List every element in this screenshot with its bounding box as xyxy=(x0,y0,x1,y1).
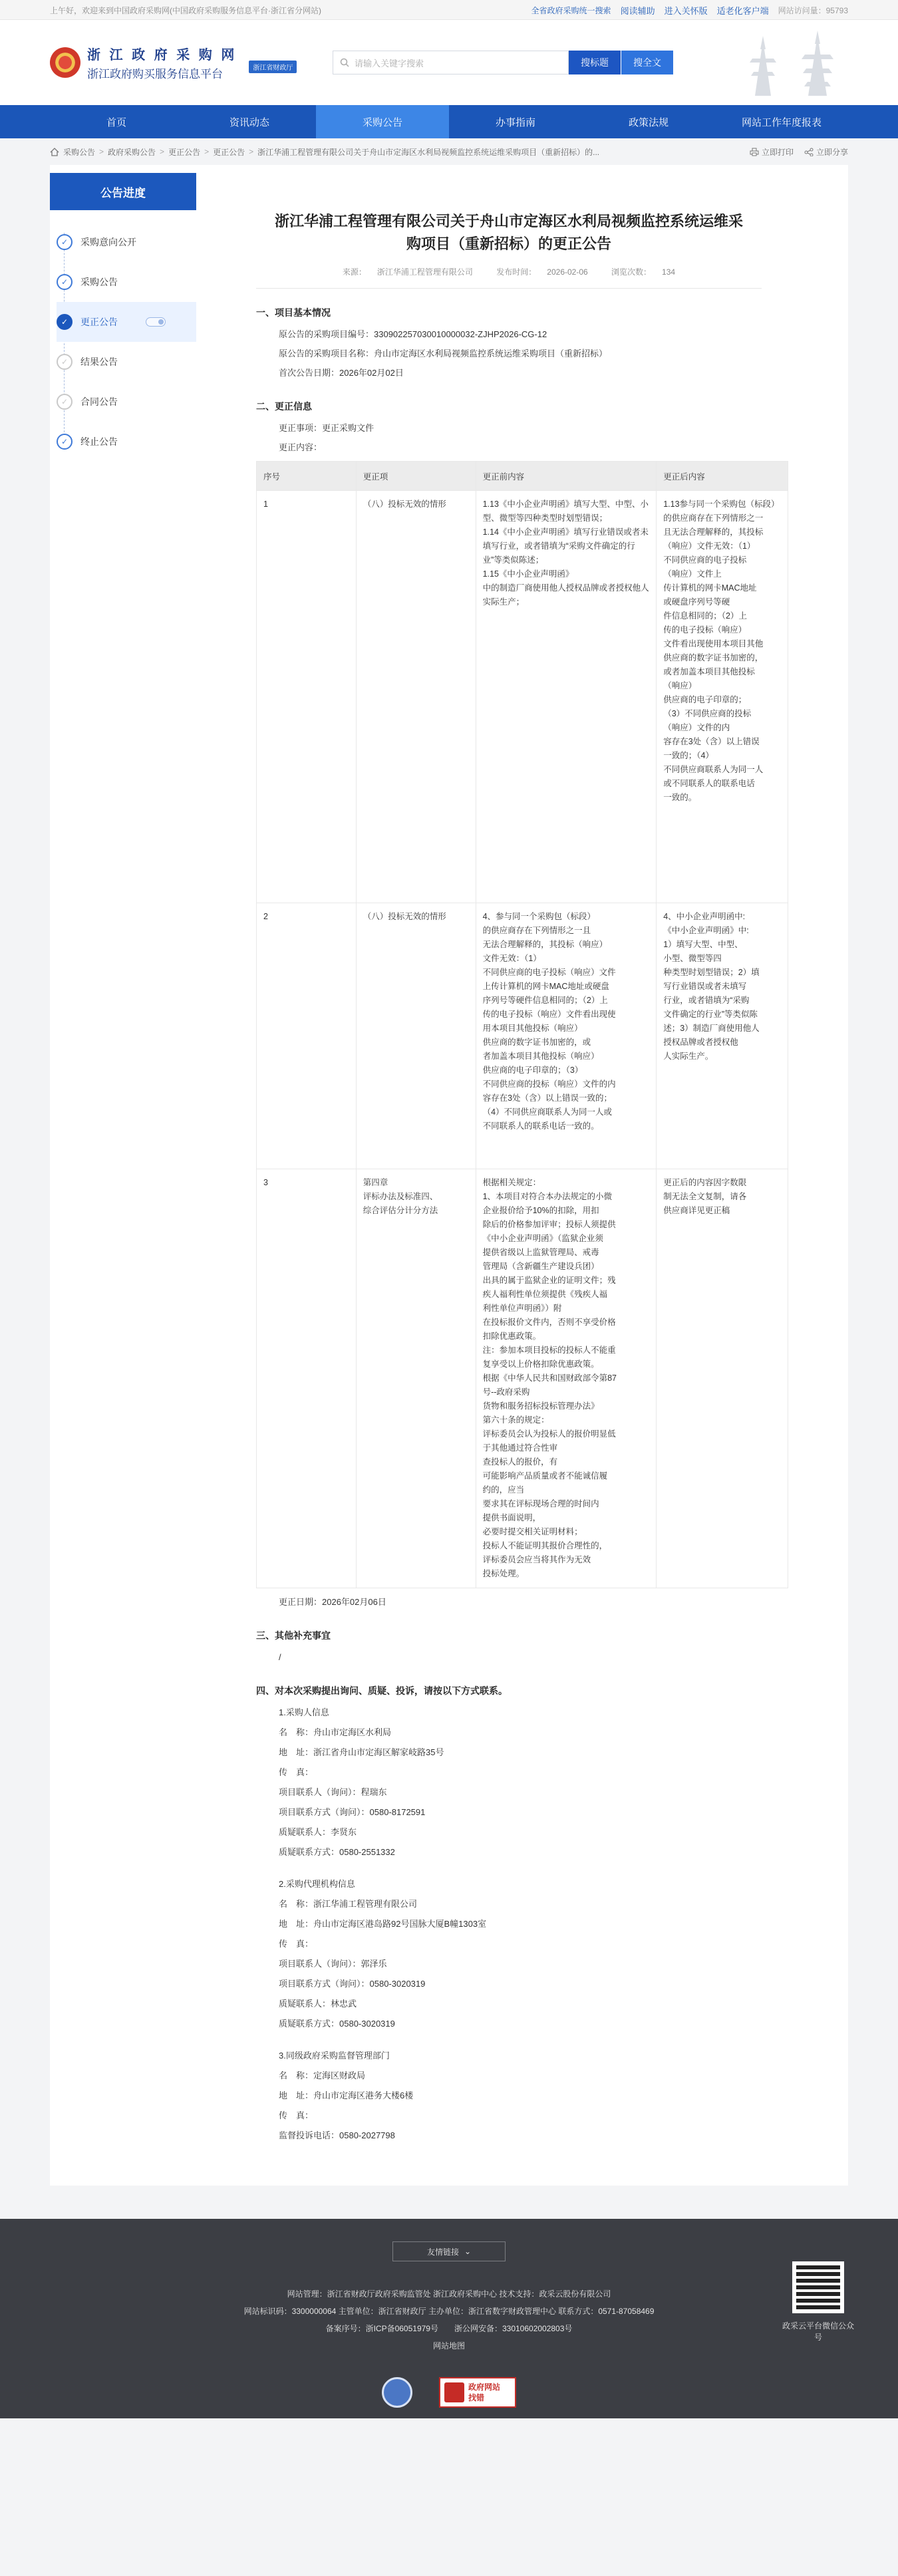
pagoda-illustration xyxy=(735,29,848,98)
crumb-2[interactable]: 政府采购公告 xyxy=(108,147,156,157)
logo-badge: 浙江省财政厅 xyxy=(249,61,297,73)
footer-info: 网站管理：浙江省财政厅政府采购监管处 浙江政府采购中心 技术支持：政采云股份有限公司 网站标识码：3300000064 主管单位：浙江省财政厅 主办单位：浙江省数字财政管理中心 联系方式：0571-87058469 备案序号：浙ICP备06051979号 浙公网安备：33010602002803号 网站地图 xyxy=(0,2285,898,2355)
project-number: 原公告的采购项目编号：330902257030010000032-ZJHP2026-CG-12 xyxy=(279,329,547,339)
supervisor-info-title: 3.同级政府采购监督管理部门 xyxy=(279,2051,390,2061)
sitemap-link[interactable]: 网站地图 xyxy=(432,2341,465,2351)
nav-home[interactable]: 首页 xyxy=(106,116,126,128)
table-row: 3 第四章 评标办法及标准四、 综合评估分计分方法 根据相关规定： 1、本项目对符合本办法规定的小微 企业报价给予10%的扣除，用扣 除后的价格参加评审；投标人须提供 《中小企业声明函》（监狱企业须 提供省级以上监狱管理局、戒毒 管理局（含新疆生产建设兵团） 出具的属于监狱企业的证明文件；残 疾人福利性单位须提供《残疾人福 利性单位声明函》）附 在投标报价文件内，否则不享受价格 扣除优惠政策。 注：参加本项目投标的投标人不能重 复享受以上价格扣除优惠政策。 根据《中华人民共和国财政部令第87 号--政府采购 货物和服务招标投标管理办法》 第六十条的规定： 评标委员会认为投标人的报价明显低 于其他通过符合性审 查投标人的报价，有 可能影响产品质量或者不能诚信履 约的，应当 要求其在评标现场合理的时间内 提供书面说明， 必要时提交相关证明材料； 投标人不能证明其报价合理性的， 评标委员会应当将其作为无效 投标处理。 更正后的内容因字数限 制无法全文复制，请各 供应商详见更正稿 xyxy=(257,1169,788,1588)
step-correction[interactable]: ✓ 更正公告 xyxy=(57,302,196,342)
print-button[interactable]: 立即打印 xyxy=(750,146,794,158)
nav-news[interactable]: 资讯动态 xyxy=(229,116,269,128)
elder-client-link[interactable]: 适老化客户端 xyxy=(716,5,769,16)
section-contact: 四、对本次采购提出询问、质疑、投诉，请按以下方式联系。 1.采购人信息 名 称：舟山市定海区水利局 地 址：浙江省舟山市定海区解家岐路35号 传 真： 项目联系人（询问）：程瑞东 项目联系方式（询问）：0580-8172591 质疑联系人：李贤东 质疑联系方式：0580-2551332 2.采购代理机构信息 名 称：浙江华浦工程管理有限公司 地 址：舟山市定海区港岛路92号国脉大厦B幢1303室 传 真： 项目联系人（询问）：郭泽乐 项目联系方式（询问）：0580-3020319 质疑联系人：林忠武 质疑联系方式：0580-3020319 3.同级政府采购监督管理部门 名 称：定海区财政局 地 址：舟山市定海区港务大楼6楼 传 真： 监督投诉电话：0580-2027798 xyxy=(256,1684,762,2146)
check-icon: ✓ xyxy=(57,354,73,370)
share-button[interactable]: 立即分享 xyxy=(804,146,848,158)
correction-item: 更正事项：更正采购文件 xyxy=(279,423,374,433)
site-logo[interactable] xyxy=(50,44,297,81)
search-fulltext-button[interactable]: 搜全文 xyxy=(621,51,673,74)
national-emblem-icon xyxy=(50,47,80,78)
expand-toggle[interactable] xyxy=(146,317,166,327)
search-title-button[interactable]: 搜标题 xyxy=(569,51,621,74)
search-icon xyxy=(340,58,349,67)
nav-annual-report[interactable]: 网站工作年度报表 xyxy=(741,116,822,128)
step-termination[interactable]: ✓ 终止公告 xyxy=(57,422,196,462)
check-icon: ✓ xyxy=(57,394,73,410)
notice-article xyxy=(216,173,780,2146)
main-nav xyxy=(0,105,898,138)
home-icon xyxy=(50,148,59,156)
page-title: 浙江华浦工程管理有限公司关于舟山市定海区水利局视频监控系统运维采购项目（重新招标）的更正公告 xyxy=(274,213,743,252)
project-name: 原公告的采购项目名称：舟山市定海区水利局视频监控系统运维采购项目（重新招标） xyxy=(279,349,608,358)
welcome-text: 上午好，欢迎来到中国政府采购网(中国政府采购服务信息平台·浙江省分网站) xyxy=(50,5,321,15)
th-item: 更正项 xyxy=(356,462,476,491)
section-basic-info: 一、项目基本情况 原公告的采购项目编号：330902257030010000032-ZJHP2026-CG-12 原公告的采购项目名称：舟山市定海区水利局视频监控系统运维采购项目（重新招标） 首次公告日期：2026年02月02日 xyxy=(256,306,762,382)
crumb-3[interactable]: 更正公告 xyxy=(168,147,201,157)
check-icon: ✓ xyxy=(57,434,73,450)
view-count: 134 xyxy=(662,267,676,277)
party-gov-badge-icon[interactable] xyxy=(382,2377,412,2408)
sidebar-title: 公告进度 xyxy=(50,173,196,210)
th-after: 更正后内容 xyxy=(657,462,788,491)
unified-search-link[interactable]: 全省政府采购统一搜索 xyxy=(531,5,611,15)
table-row: 2 （八）投标无效的情形 4、参与同一个采购包（标段） 的供应商存在下列情形之一且 无法合理解释的，其投标（响应） 文件无效：（1） 不同供应商的电子投标（响应）文件 上传计算机的网卡MAC地址或硬盘 序列号等硬件信息相同的；（2）上 传的电子投标（响应）文件看出现使 用本项目其他投标（响应） 供应商的数字证书加密的，或 者加盖本项目其他投标（响应） 供应商的电子印章的；（3） 不同供应商的投标（响应）文件的内 容存在3处（含）以上错误一致的； （4）不同供应商联系人为同一人或 不同联系人的联系电话一致的。 4、中小企业声明函中: 《中小企业声明函》中: 1）填写大型、中型、 小型、微型等四 种类型时划型错误；2）填 写行业错误或者未填写 行业，或者错填为“采购 文件确定的行业”等类似陈 述；3）制造厂商使用他人 授权品牌或者授权他 人实际生产。 xyxy=(257,903,788,1169)
section-other: 三、其他补充事宜 / xyxy=(256,1630,331,1662)
site-header xyxy=(0,20,898,105)
source: 浙江华浦工程管理有限公司 xyxy=(376,267,473,277)
crumb-1[interactable]: 采购公告 xyxy=(63,147,96,157)
nav-guide[interactable]: 办事指南 xyxy=(495,116,535,128)
step-intent[interactable]: ✓ 采购意向公开 xyxy=(57,222,196,262)
main-content xyxy=(50,165,848,2186)
article-meta: 来源： 浙江华浦工程管理有限公司 发布时间： 2026-02-06 浏览次数： 134 xyxy=(256,266,762,289)
th-no: 序号 xyxy=(257,462,357,491)
step-contract[interactable]: ✓ 合同公告 xyxy=(57,382,196,422)
crumb-current: 浙江华浦工程管理有限公司关于舟山市定海区水利局视频监控系统运维采购项目（重新招标）的... xyxy=(257,147,600,157)
gov-site-error-report-badge[interactable]: 政府网站 找错 xyxy=(439,2377,516,2408)
logo-subtitle: 浙江政府购买服务信息平台 xyxy=(87,68,223,80)
correction-date: 更正日期：2026年02月06日 xyxy=(279,1597,386,1607)
correction-table xyxy=(256,461,788,1588)
search-input[interactable]: 请输入关键字搜索 xyxy=(333,51,569,74)
nav-policy[interactable]: 政策法规 xyxy=(628,116,669,128)
breadcrumb: 采购公告 > 政府采购公告 > 更正公告 > 更正公告 > 浙江华浦工程管理有限公司关于舟山市定海区水利局视频监控系统运维采购项目（重新招标）的... 立即打印 立即分享 xyxy=(50,138,848,165)
report-icon xyxy=(444,2382,464,2402)
first-notice-date: 首次公告日期：2026年02月02日 xyxy=(279,368,404,378)
agency-info-title: 2.采购代理机构信息 xyxy=(279,1879,355,1889)
section-correction: 二、更正信息 更正事项：更正采购文件 更正内容： 序号 更正项 更正前内容 更正后内容 1 （八）投标无效的情形 1.13《中小企业声明函》填写大型、中型、小型、微型等四种类型时划型错误； 1.14《中小企业声明函》填写行业错误或者未填写行业，或者错填为“采购文件确定的行业”等类似陈述； 1.15《中小企业声明函》 中的制造厂商使用他人授权品牌或者授权他人实际生产； 1.13参与同一个采购包（标段） 的供应商存在下列情形之一 且无法合理解释的，其投标 （响应）文件无效：（1） 不同供应商的电子投标 （响应）文件上 传计算机的网卡MAC地址 或硬盘序列号等硬 件信息相同的；（2）上 传的电子投标（响应） 文件看出现使用本项目其他 供应商的数字证书加密的， 或者加盖本项目其他投标 （响应） 供应商的电子印章的； （3）不同供应商的投标 （响应）文件的内 容存在3处（含）以上错误 一致的；（4） 不同供应商联系人为同一人 或不同联系人的联系电话 一致的。 2 （八）投标无效的情形 4、参与同一个采购包（标段） 的供应商存在下列情形之一且 无法合理解释的，其投标（响应） 文件无效：（1） 不同供应商的电子投标（响应）文件 上传计算机的网卡MAC地址或硬盘 序列号等硬件信息相同的；（2）上 传的电子投标（响应）文件看出现使 用本项目其他投标（响应） 供应商的数字证书加密的，或 者加盖本项目其他投标（响应） 供应商的电子印章的；（3） 不同供应商的投标（响应）文件的内 容存在3处（含）以上错误一致的； （4）不同供应商联系人为同一人或 不同联系人的联系电话一致的。 4、中小企业声明函中: 《中小企业声明函》中: 1）填写大型、中型、 小型、微型等四 种类型时划型错误；2）填 写行业错误或者未填写 行业，或者错填为“采购 文件确定的行业”等类似陈 述；3）制造厂商使用他人 授权品牌或者授权他 人实际生产。 3 第四章 评标办法及标准四、 综合评估分计分方法 根据相关规定： 1、本项目对符合本办法规定的小微 企业报价给予10%的扣除，用扣 除后的价格参加评审；投标人须提供 《中小企业声明函》（监狱企业须 提供省级以上监狱管理局、戒毒 管理局（含新疆生产建设兵团） 出具的属于监狱企业的证明文件；残 疾人福利性单位须提供《残疾人福 利性单位声明函》）附 在投标报价文件内，否则不享受价格 扣除优惠政策。 注：参加本项目投标的投标人不能重 复享受以上价格扣除优惠政策。 根据《中华人民共和国财政部令第87 号--政府采购 货物和服务招标投标管理办法》 第六十条的规定： 评标委员会认为投标人的报价明显低 于其他通过符合性审 查投标人的报价，有 可能影响产品质量或者不能诚信履 约的，应当 要求其在评标现场合理的时间内 提供书面说明， 必要时提交相关证明材料； 投标人不能证明其报价合理性的， 评标委员会应当将其作为无效 投标处理。 更正后的内容因字数限 制无法全文复制，请各 供应商详见更正稿 更正日期：2026年02月06日 xyxy=(256,400,762,1612)
publish-date: 2026-02-06 xyxy=(547,267,588,277)
logo-title: 浙 江 政 府 采 购 网 xyxy=(87,48,237,63)
search-bar xyxy=(333,51,673,74)
check-icon: ✓ xyxy=(57,314,73,330)
step-tender[interactable]: ✓ 采购公告 xyxy=(57,262,196,302)
purchaser-info-title: 1.采购人信息 xyxy=(279,1707,329,1717)
step-result[interactable]: ✓ 结果公告 xyxy=(57,342,196,382)
site-footer xyxy=(0,2219,898,2418)
top-bar xyxy=(0,0,898,20)
check-icon: ✓ xyxy=(57,274,73,290)
qr-code-icon xyxy=(792,2261,844,2313)
crumb-4[interactable]: 更正公告 xyxy=(213,147,245,157)
table-row: 1 （八）投标无效的情形 1.13《中小企业声明函》填写大型、中型、小型、微型等四种类型时划型错误； 1.14《中小企业声明函》填写行业错误或者未填写行业，或者错填为“采购文件确定的行业”等类似陈述； 1.15《中小企业声明函》 中的制造厂商使用他人授权品牌或者授权他人实际生产； 1.13参与同一个采购包（标段） 的供应商存在下列情形之一 且无法合理解释的，其投标 （响应）文件无效：（1） 不同供应商的电子投标 （响应）文件上 传计算机的网卡MAC地址 或硬盘序列号等硬 件信息相同的；（2）上 传的电子投标（响应） 文件看出现使用本项目其他 供应商的数字证书加密的， 或者加盖本项目其他投标 （响应） 供应商的电子印章的； （3）不同供应商的投标 （响应）文件的内 容存在3处（含）以上错误 一致的；（4） 不同供应商联系人为同一人 或不同联系人的联系电话 一致的。 xyxy=(257,491,788,903)
nav-procurement-notices[interactable]: 采购公告 xyxy=(316,105,449,138)
wechat-qr: 政采云平台微信公众号 xyxy=(782,2261,855,2343)
chevron-down-icon: ⌄ xyxy=(464,2247,472,2256)
friend-links-select[interactable]: 友情链接 ⌄ xyxy=(392,2241,506,2261)
check-icon: ✓ xyxy=(57,234,73,250)
care-mode-link[interactable]: 进入关怀版 xyxy=(664,5,708,16)
th-before: 更正前内容 xyxy=(476,462,657,491)
progress-sidebar xyxy=(50,173,196,2146)
share-icon xyxy=(804,148,814,156)
printer-icon xyxy=(750,148,759,156)
correction-content-label: 更正内容： xyxy=(279,442,323,452)
visit-count: 网站访问量：95793 xyxy=(778,5,848,15)
reading-aid-link[interactable]: 阅读辅助 xyxy=(620,5,655,16)
